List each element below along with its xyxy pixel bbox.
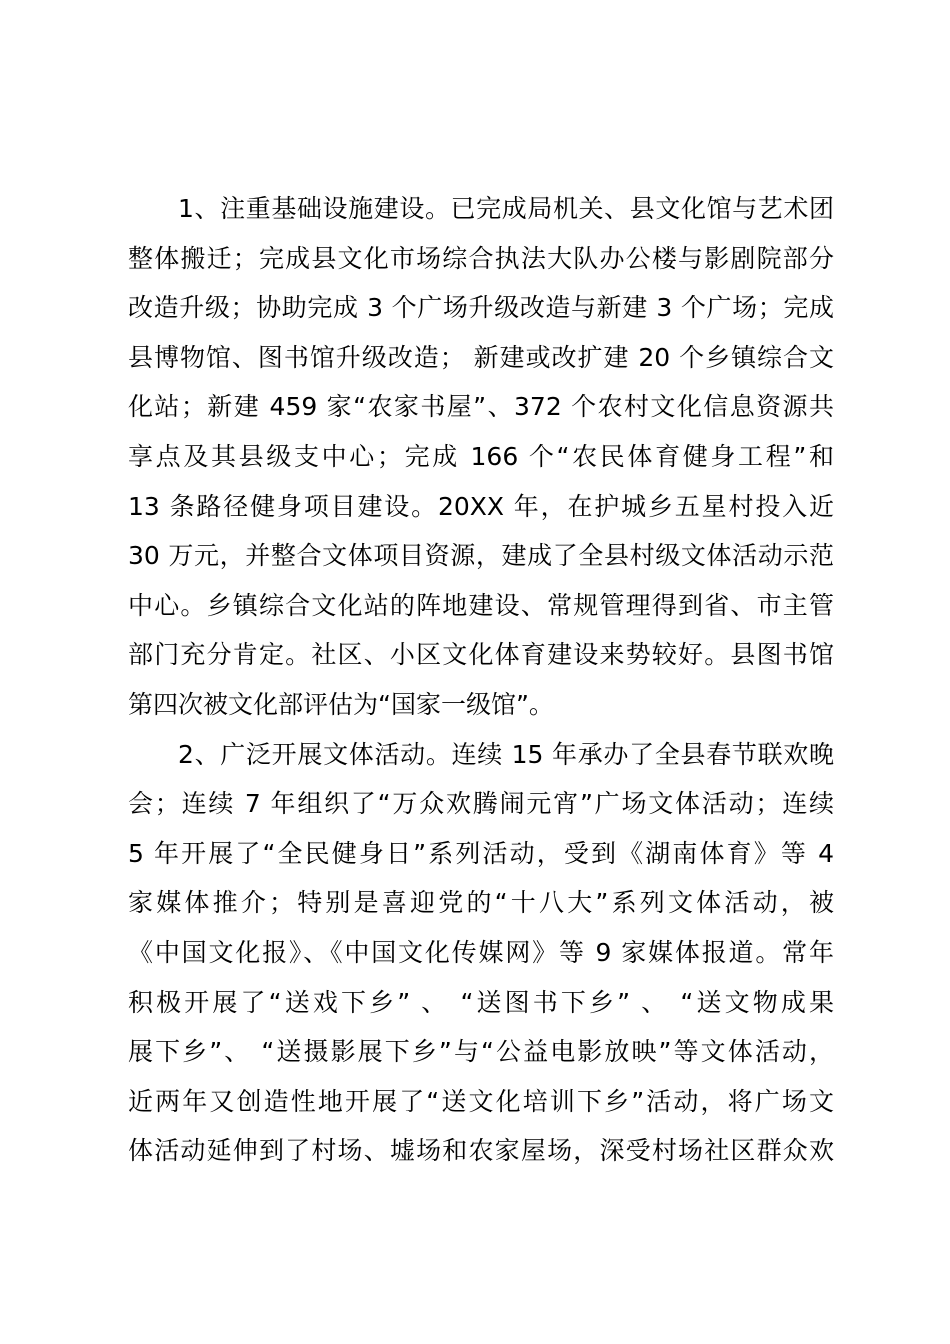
text-line: 部门充分肯定。社区、小区文化体育建设来势较好。县图书馆 (128, 640, 834, 670)
text-line: 2、广泛开展文体活动。连续 15 年承办了全县春节联欢晚 (178, 739, 834, 769)
text-line: 近两年又创造性地开展了“送文化培训下乡”活动，将广场文 (128, 1086, 834, 1116)
text-line: 13 条路径健身项目建设。20XX 年，在护城乡五星村投入近 (128, 491, 834, 521)
paragraph-infrastructure (128, 184, 834, 730)
text-line: 整体搬迁；完成县文化市场综合执法大队办公楼与影剧院部分 (128, 243, 834, 273)
text-line: 30 万元，并整合文体项目资源，建成了全县村级文体活动示范 (128, 541, 834, 571)
text-line: 家媒体推介；特别是喜迎党的“十八大”系列文体活动，被 (128, 888, 834, 918)
text-line: 5 年开展了“全民健身日”系列活动，受到《湖南体育》等 4 (128, 838, 834, 868)
text-line: 积极开展了“送戏下乡” 、 “送图书下乡” 、 “送文物成果 (128, 987, 834, 1017)
text-line: 享点及其县级支中心；完成 166 个“农民体育健身工程”和 (128, 441, 834, 471)
paragraph-cultural-activities (128, 730, 834, 1176)
text-line: 中心。乡镇综合文化站的阵地建设、常规管理得到省、市主管 (128, 590, 834, 620)
text-line: 展下乡”、 “送摄影展下乡”与“公益电影放映”等文体活动， (128, 1037, 834, 1067)
text-line: 第四次被文化部评估为“国家一级馆”。 (128, 689, 554, 719)
text-line: 会；连续 7 年组织了“万众欢腾闹元宵”广场文体活动；连续 (128, 789, 834, 819)
text-line: 县博物馆、图书馆升级改造； 新建或改扩建 20 个乡镇综合文 (128, 342, 834, 372)
text-line: 改造升级；协助完成 3 个广场升级改造与新建 3 个广场；完成 (128, 293, 834, 323)
body-text (128, 184, 834, 1176)
text-line: 1、注重基础设施建设。已完成局机关、县文化馆与艺术团 (178, 194, 834, 223)
text-line: 体活动延伸到了村场、墟场和农家屋场，深受村场社区群众欢 (128, 1136, 834, 1166)
text-line: 《中国文化报》、《中国文化传媒网》等 9 家媒体报道。常年 (128, 937, 834, 967)
text-line: 化站；新建 459 家“农家书屋”、372 个农村文化信息资源共 (128, 392, 834, 422)
